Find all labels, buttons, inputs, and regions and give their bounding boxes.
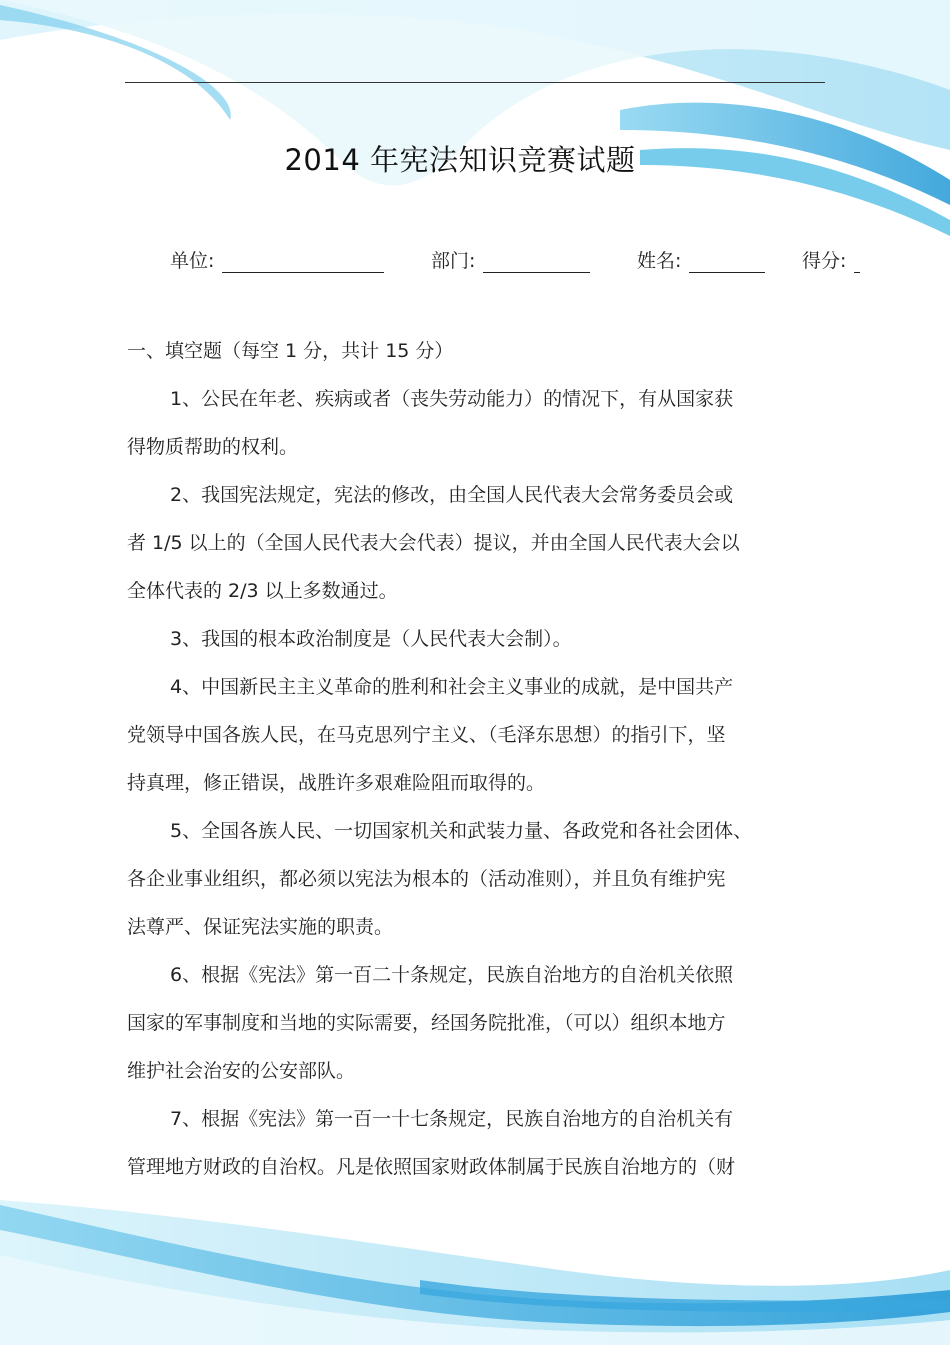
- question-line: 维护社会治安的公安部队。: [127, 1060, 356, 1082]
- question-line: 持真理，修正错误，战胜许多艰难险阻而取得的。: [127, 772, 546, 794]
- name-blank-line[interactable]: [689, 254, 765, 273]
- question-line: 者 1/5 以上的（全国人民代表大会代表）提议，并由全国人民代表大会以: [127, 532, 740, 554]
- document-title: 2014 年宪法知识竞赛试题: [284, 143, 636, 177]
- header-rule: [125, 82, 825, 83]
- name-field: [637, 246, 765, 273]
- department-label: 部门:: [431, 250, 476, 272]
- score-label: 得分:: [802, 250, 847, 272]
- question-line: 1、公民在年老、疾病或者（丧失劳动能力）的情况下，有从国家获: [170, 388, 734, 410]
- question-line: 7、根据《宪法》第一百一十七条规定，民族自治地方的自治机关有: [170, 1108, 734, 1130]
- department-blank-line[interactable]: [483, 254, 590, 273]
- question-line: 党领导中国各族人民，在马克思列宁主义、（毛泽东思想）的指引下，坚: [127, 724, 726, 746]
- question-line: 管理地方财政的自治权。凡是依照国家财政体制属于民族自治地方的（财: [127, 1156, 736, 1178]
- department-field: [431, 246, 590, 273]
- score-blank-line[interactable]: [854, 254, 860, 273]
- question-line: 全体代表的 2/3 以上多数通过。: [127, 580, 398, 602]
- score-field: [802, 246, 860, 273]
- question-line: 3、我国的根本政治制度是（人民代表大会制）。: [170, 628, 572, 650]
- unit-blank-line[interactable]: [222, 254, 384, 273]
- question-line: 各企业事业组织，都必须以宪法为根本的（活动准则），并且负有维护宪: [127, 868, 726, 890]
- unit-label: 单位:: [170, 250, 215, 272]
- question-line: 2、我国宪法规定，宪法的修改，由全国人民代表大会常务委员会或: [170, 484, 734, 506]
- question-line: 得物质帮助的权利。: [127, 436, 299, 458]
- info-fields-row: [0, 246, 950, 276]
- question-line: 6、根据《宪法》第一百二十条规定，民族自治地方的自治机关依照: [170, 964, 734, 986]
- question-line: 法尊严、保证宪法实施的职责。: [127, 916, 394, 938]
- unit-field: [170, 246, 384, 273]
- question-line: 国家的军事制度和当地的实际需要，经国务院批准，（可以）组织本地方: [127, 1012, 726, 1034]
- name-label: 姓名:: [637, 250, 682, 272]
- question-line: 4、中国新民主主义革命的胜利和社会主义事业的成就，是中国共产: [170, 676, 734, 698]
- section-heading: 一、填空题（每空 1 分，共计 15 分）: [127, 340, 454, 362]
- question-line: 5、全国各族人民、一切国家机关和武装力量、各政党和各社会团体、: [170, 820, 753, 842]
